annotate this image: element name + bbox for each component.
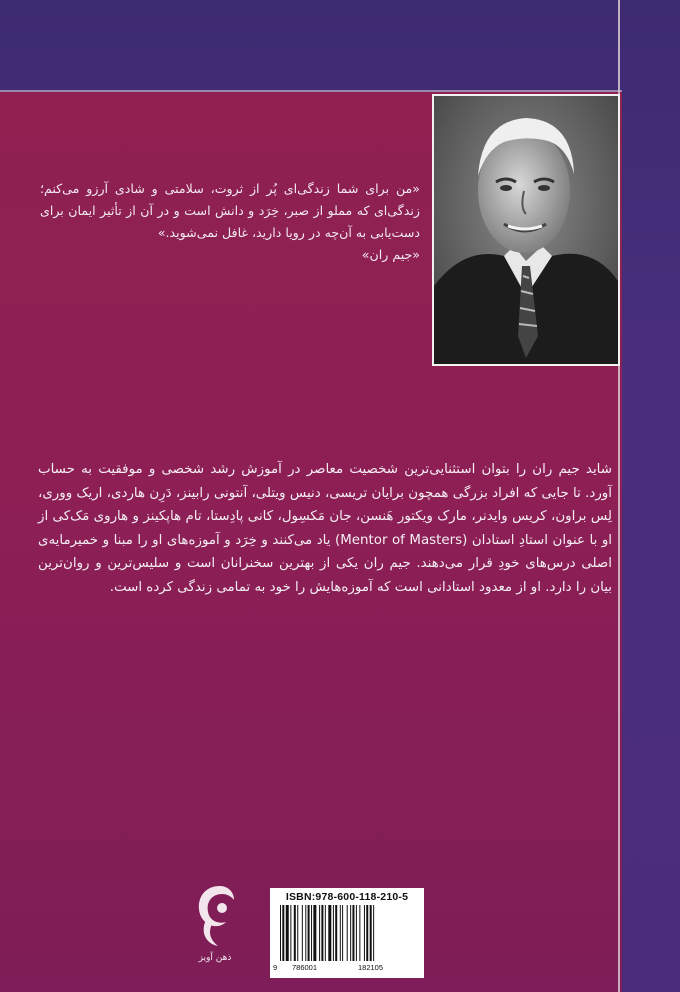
isbn-number: ISBN:978-600-118-210-5: [285, 891, 409, 903]
barcode-bars: [280, 905, 416, 961]
publisher-name: ذهن آویز: [198, 953, 232, 963]
author-portrait-image: [434, 96, 618, 364]
description-paragraph: شاید جیم ران را بتوان استثنایی‌ترین شخصیت معاصر در آموزش رشد شخصی و موفقیت به حساب آورد. تا جایی که افراد بزرگی همچون برایان تریسی، دنیس ویتلی، آنتونی رابینز، دَرِن هاردی، اریک ووری، لِس براون، کریس وایدنر، مارک ویکتور هَنسن، جان مَکسِول، کانی پادِستا، تام هاپکینز و هاروی مَک‌کی از او با عنوان استادِ استادان (Mentor of Masters) یاد می‌کنند و خِرَد و آموزه‌های او را مبنا و خمیرمایه‌ی اصلی درس‌های خودِ قرار می‌دهند. جیم ران یکی از بهترین سخنرانان است و سلیس‌ترین و روان‌ترین بیان را دارد. او از معدود استادانی است که آموزه‌هایش را خود به تمامی زندگی کرده است.: [38, 462, 613, 595]
frame-line-horizontal: [0, 90, 622, 92]
barcode-digits-mid: 786001: [292, 963, 318, 972]
quote-text: «من برای شما زندگی‌ای پُر از ثروت، سلامتی و شادی آرزو می‌کنم؛ زندگی‌ای که مملو از صبر، خِرَد و دانش است و در آن از تأثیر ایمان برای دست‌یابی به آن‌چه در رویا دارید، غافل نمی‌شوید.»: [40, 181, 420, 240]
barcode-digits-right: 182105: [358, 963, 384, 972]
isbn-barcode: [270, 888, 424, 978]
author-photo: [432, 94, 620, 366]
author-description: [38, 458, 612, 599]
barcode-digit-left: 9: [273, 963, 278, 972]
quote-attribution: «جیم ران»: [361, 247, 420, 262]
publisher-logo-icon: [192, 880, 238, 950]
author-quote: [40, 178, 420, 266]
